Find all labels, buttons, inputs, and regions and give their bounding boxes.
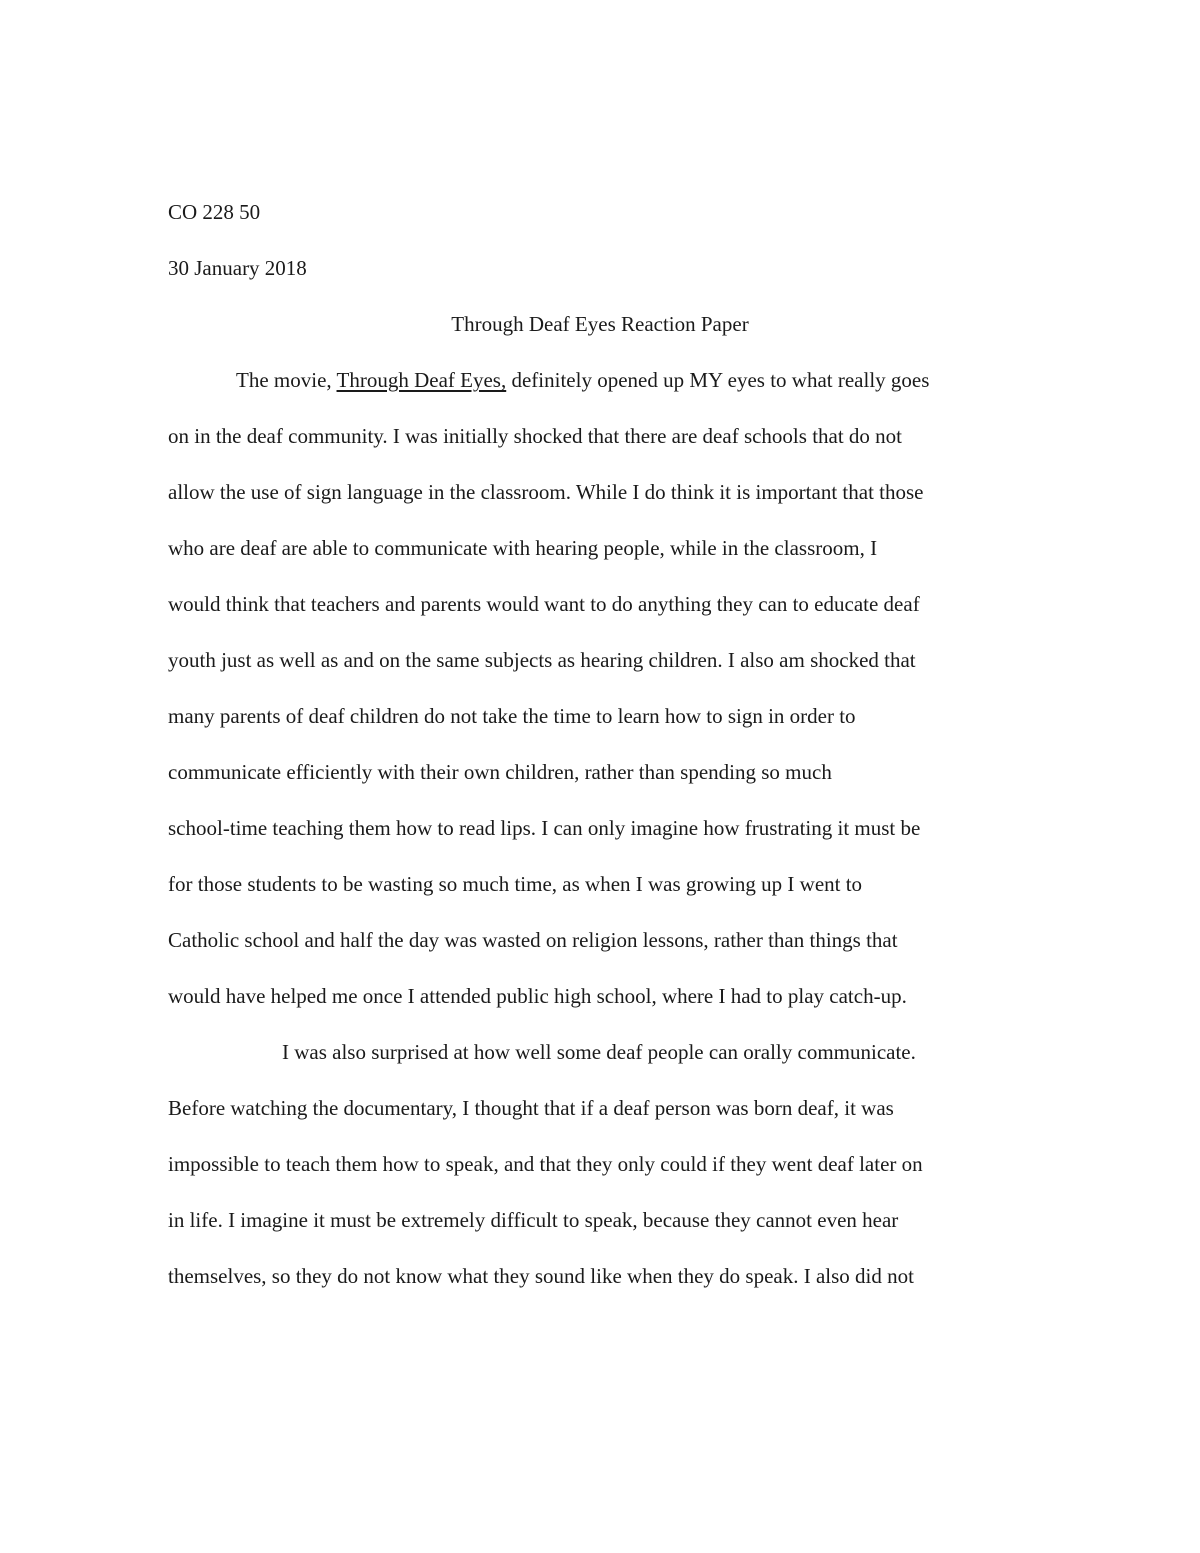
paragraph-1-line: for those students to be wasting so much time, as when I was growing up I went to <box>168 872 863 896</box>
paragraph-2-line: Before watching the documentary, I thought that if a deaf person was born deaf, it was <box>168 1096 894 1120</box>
paragraph-1-line: school-time teaching them how to read lips. I can only imagine how frustrating it must be <box>168 816 921 840</box>
paper-title: Through Deaf Eyes Reaction Paper <box>451 312 749 336</box>
paragraph-1-line-1 <box>236 366 929 394</box>
movie-title: Through Deaf Eyes, <box>336 368 507 392</box>
date-line: 30 January 2018 <box>168 256 307 280</box>
paragraph-1-line: communicate efficiently with their own children, rather than spending so much <box>168 760 832 784</box>
paragraph-1-line: many parents of deaf children do not take the time to learn how to sign in order to <box>168 704 856 728</box>
paragraph-1-line: who are deaf are able to communicate with hearing people, while in the classroom, I <box>168 536 878 560</box>
paragraph-1-line: youth just as well as and on the same subjects as hearing children. I also am shocked that <box>168 648 916 672</box>
paragraph-1-line: Catholic school and half the day was wasted on religion lessons, rather than things that <box>168 928 898 952</box>
paragraph-1-line: allow the use of sign language in the classroom. While I do think it is important that those <box>168 480 924 504</box>
p1-intro-rest: definitely opened up MY eyes to what really goes <box>506 368 930 392</box>
paragraph-2-line-1: I was also surprised at how well some deaf people can orally communicate. <box>282 1040 916 1064</box>
p1-intro-text: The movie, <box>236 368 337 392</box>
paragraph-2-line: impossible to teach them how to speak, and that they only could if they went deaf later on <box>168 1152 923 1176</box>
paragraph-2-line: themselves, so they do not know what they sound like when they do speak. I also did not <box>168 1264 914 1288</box>
paragraph-1-line: would have helped me once I attended public high school, where I had to play catch-up. <box>168 984 907 1008</box>
paragraph-1-line: on in the deaf community. I was initially shocked that there are deaf schools that do not <box>168 424 903 448</box>
paragraph-1-line: would think that teachers and parents would want to do anything they can to educate deaf <box>168 592 920 616</box>
course-code: CO 228 50 <box>168 200 261 224</box>
paragraph-2-line: in life. I imagine it must be extremely difficult to speak, because they cannot even hear <box>168 1208 899 1232</box>
